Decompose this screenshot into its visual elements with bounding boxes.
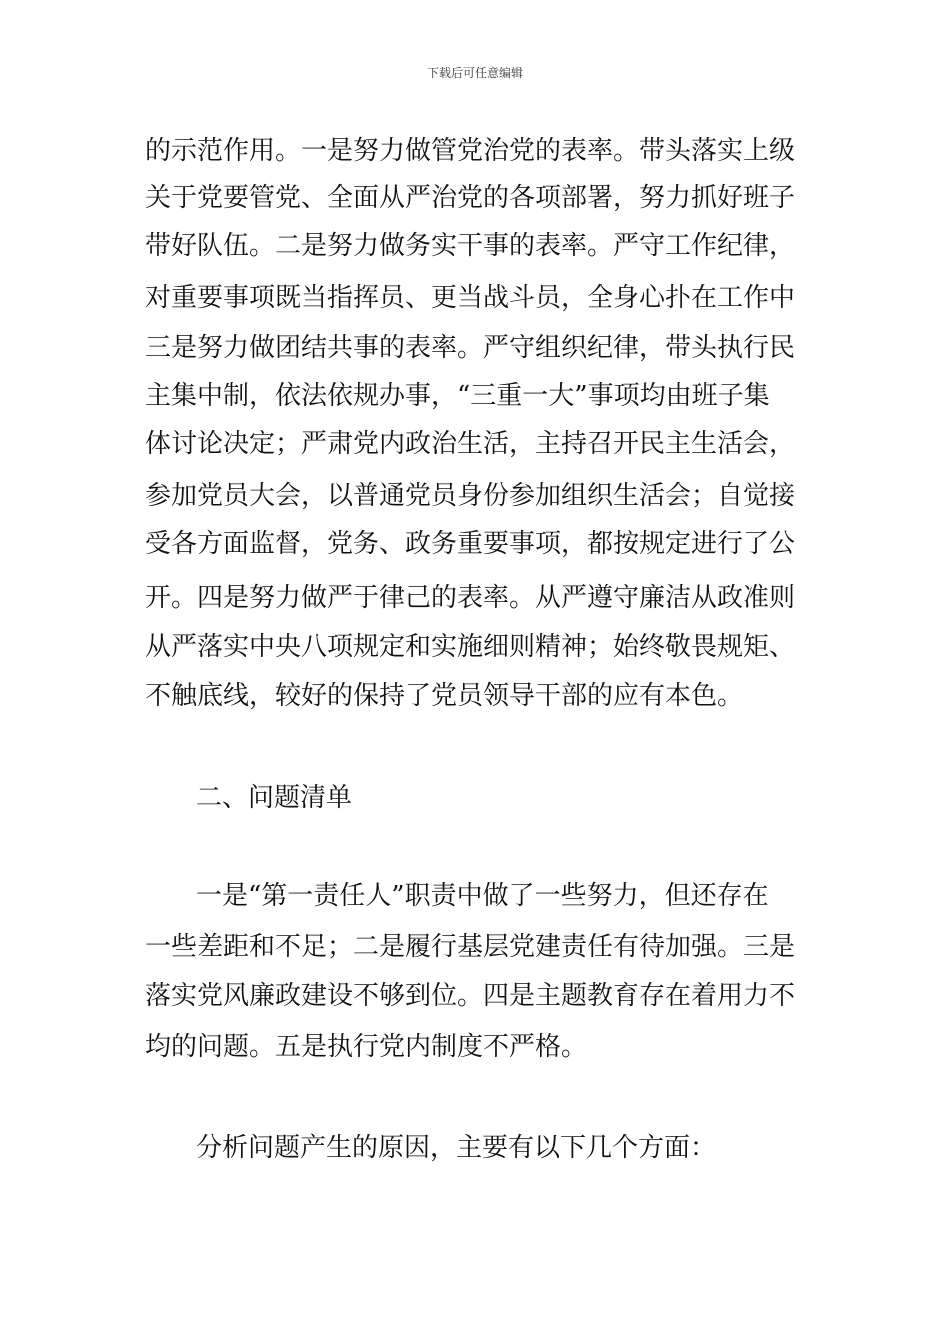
- paragraph-line: 分析问题产生的原因，主要有以下几个方面：: [196, 1133, 717, 1163]
- paragraph-line: 落实党风廉政建设不够到位。四是主题教育存在着用力不: [145, 981, 796, 1011]
- paragraph-line: 体讨论决定；严肃党内政治生活，主持召开民主生活会，: [145, 429, 796, 459]
- paragraph-line: 参加党员大会，以普通党员身份参加组织生活会；自觉接: [145, 481, 796, 511]
- paragraph-line: 一是“第一责任人”职责中做了一些努力，但还存在: [196, 881, 769, 911]
- paragraph-line: 的示范作用。一是努力做管党治党的表率。带头落实上级: [145, 136, 796, 166]
- paragraph-line: 主集中制，依法依规办事，“三重一大”事项均由班子集: [145, 381, 770, 411]
- paragraph-line: 受各方面监督，党务、政务重要事项，都按规定进行了公: [145, 529, 796, 559]
- paragraph-line: 均的问题。五是执行党内制度不严格。: [145, 1032, 588, 1062]
- paragraph-line: 一些差距和不足；二是履行基层党建责任有待加强。三是: [145, 932, 796, 962]
- section-heading: 二、问题清单: [196, 783, 353, 813]
- page-header: 下载后可任意编辑: [426, 66, 523, 80]
- paragraph-line: 带好队伍。二是努力做务实干事的表率。严守工作纪律，: [145, 231, 796, 261]
- paragraph-line: 不触底线，较好的保持了党员领导干部的应有本色。: [145, 681, 744, 711]
- paragraph-line: 对重要事项既当指挥员、更当战斗员，全身心扑在工作中: [145, 283, 796, 313]
- paragraph-line: 开。四是努力做严于律己的表率。从严遵守廉洁从政准则: [145, 583, 796, 613]
- paragraph-line: 三是努力做团结共事的表率。严守组织纪律，带头执行民: [145, 333, 796, 363]
- paragraph-line: 关于党要管党、全面从严治党的各项部署，努力抓好班子: [145, 183, 796, 213]
- paragraph-line: 从严落实中央八项规定和实施细则精神；始终敬畏规矩、: [145, 632, 796, 662]
